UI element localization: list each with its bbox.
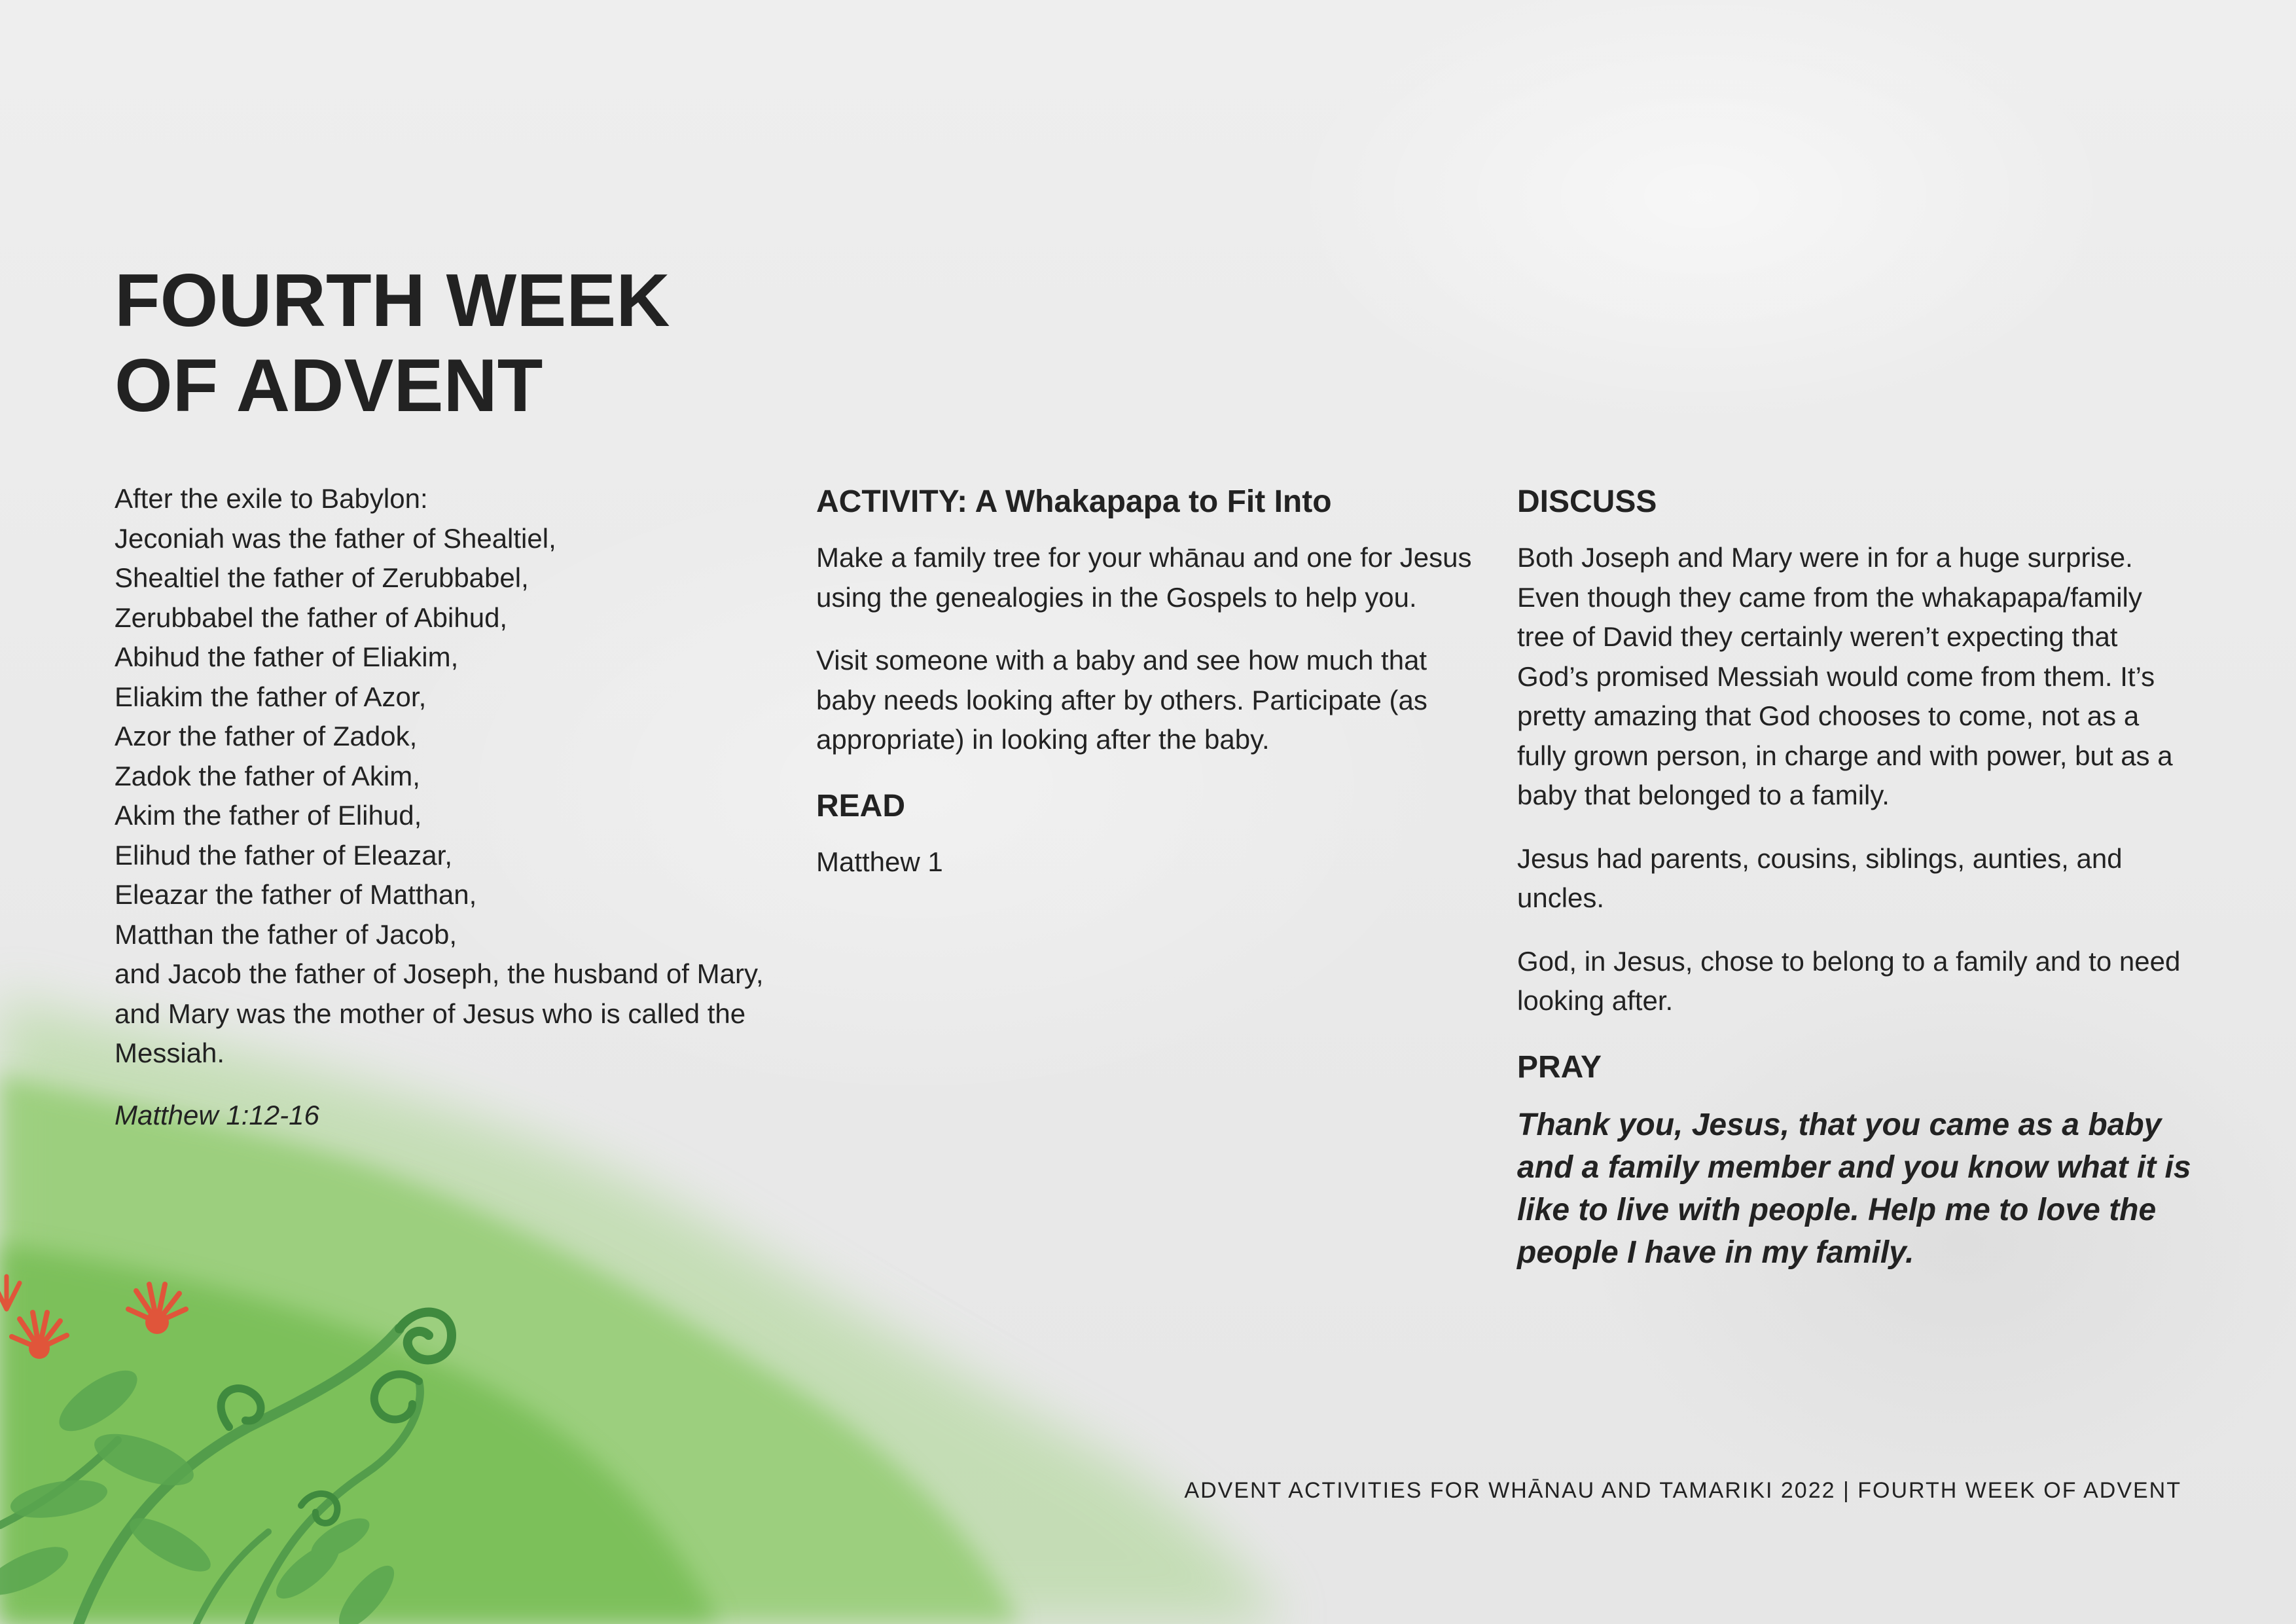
scripture-line: Eleazar the father of Matthan, bbox=[115, 879, 477, 910]
scripture-line: Matthan the father of Jacob, bbox=[115, 918, 457, 950]
scripture-citation: Matthew 1:12-16 bbox=[115, 1099, 319, 1130]
title-line-2: OF ADVENT bbox=[115, 344, 543, 427]
page-footer: ADVENT ACTIVITIES FOR WHĀNAU AND TAMARIKI 2022 | FOURTH WEEK OF ADVENT bbox=[1184, 1478, 2181, 1503]
discuss-paragraph: God, in Jesus, chose to belong to a family and to need looking after. bbox=[1517, 945, 2181, 1016]
scripture-line: Eliakim the father of Azor, bbox=[115, 681, 427, 712]
activity-paragraph: Make a family tree for your whānau and one for Jesus using the genealogies in the Gospels to help you. bbox=[816, 542, 1472, 613]
scripture-column bbox=[115, 479, 802, 1135]
title-line-1: FOURTH WEEK bbox=[115, 259, 670, 342]
activity-column bbox=[816, 479, 1484, 905]
discuss-paragraph: Jesus had parents, cousins, siblings, aunties, and uncles. bbox=[1517, 842, 2123, 913]
scripture-line: Zerubbabel the father of Abihud, bbox=[115, 602, 508, 633]
scripture-line: Zadok the father of Akim, bbox=[115, 760, 420, 791]
scripture-line: Elihud the father of Eleazar, bbox=[115, 839, 452, 871]
activity-heading: ACTIVITY: A Whakapapa to Fit Into bbox=[816, 484, 1332, 519]
read-heading: READ bbox=[816, 788, 906, 823]
page-title bbox=[115, 259, 670, 429]
read-reference: Matthew 1 bbox=[816, 846, 943, 877]
scripture-line: Abihud the father of Eliakim, bbox=[115, 641, 459, 672]
scripture-line: Akim the father of Elihud, bbox=[115, 800, 422, 831]
discuss-column bbox=[1517, 479, 2191, 1274]
scripture-line: Jeconiah was the father of Shealtiel, bbox=[115, 522, 556, 554]
discuss-paragraph: Both Joseph and Mary were in for a huge surprise. Even though they came from the whakapapa/family tree of David they certainly weren’t expecting that God’s promised Messiah would come from them. It’s pretty amazing that God chooses to come, not as a fully grown person, in charge and with power, but as a baby that belonged to a family. bbox=[1517, 542, 2173, 810]
scripture-line: and Jacob the father of Joseph, the husband of Mary, bbox=[115, 958, 764, 989]
discuss-heading: DISCUSS bbox=[1517, 484, 1657, 519]
scripture-line: and Mary was the mother of Jesus who is called the bbox=[115, 998, 746, 1029]
scripture-line: Azor the father of Zadok, bbox=[115, 721, 418, 751]
scripture-line: After the exile to Babylon: bbox=[115, 483, 428, 514]
prayer-text: Thank you, Jesus, that you came as a baby and a family member and you know what it is like to live with people. Help me to love the people I have in my family. bbox=[1517, 1107, 2191, 1270]
pray-heading: PRAY bbox=[1517, 1049, 1602, 1085]
scripture-line: Shealtiel the father of Zerubbabel, bbox=[115, 562, 529, 593]
scripture-line: Messiah. bbox=[115, 1038, 225, 1068]
scripture-passage bbox=[115, 479, 802, 1074]
activity-paragraph: Visit someone with a baby and see how much that baby needs looking after by others. Participate (as appropriate) in looking after the baby. bbox=[816, 645, 1427, 755]
